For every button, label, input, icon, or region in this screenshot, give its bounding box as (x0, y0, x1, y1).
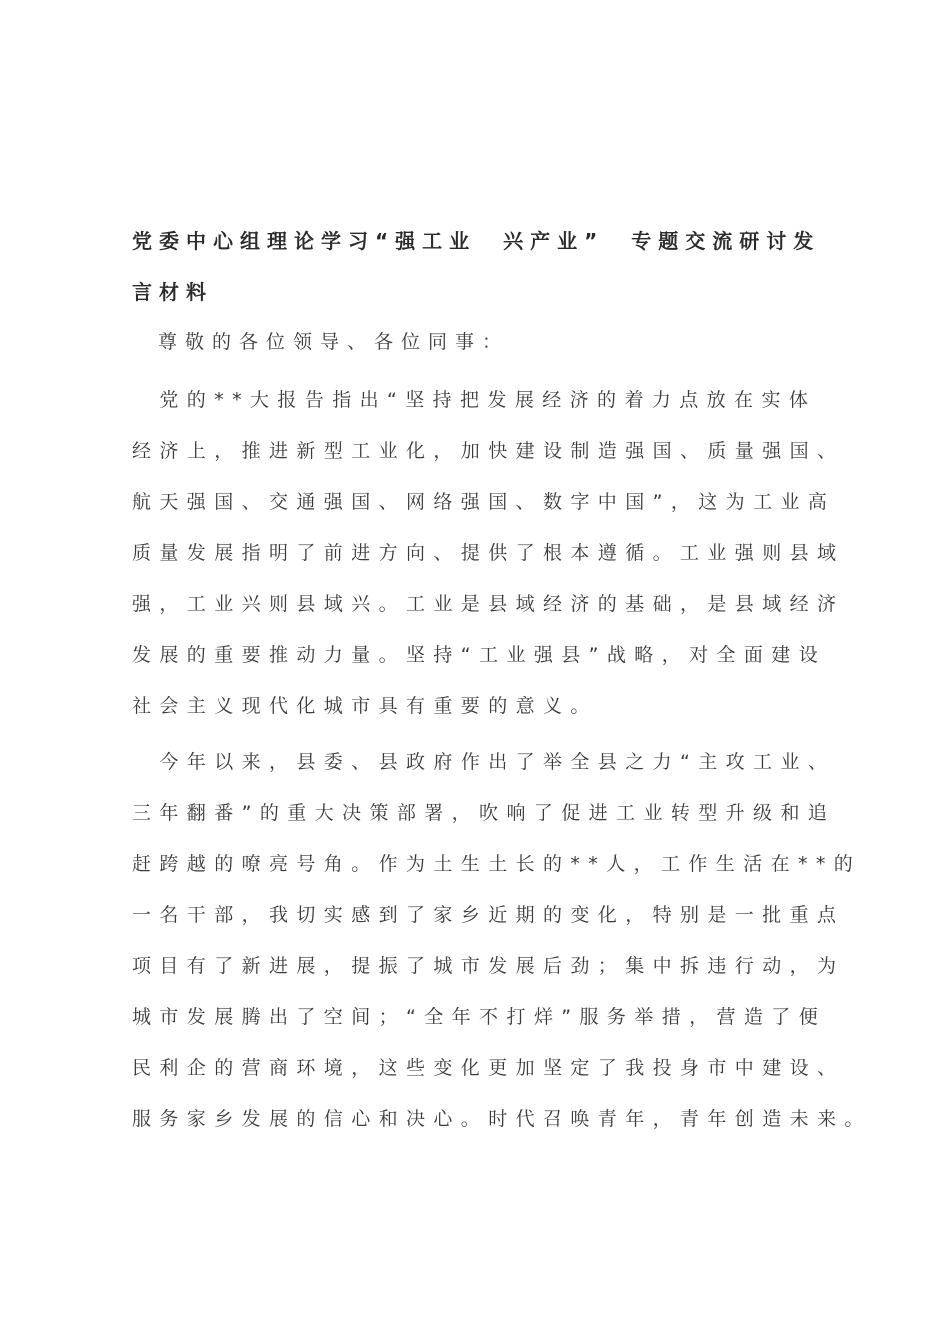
paragraph-line: 强，工业兴则县域兴。工业是县域经济的基础，是县域经济 (132, 593, 845, 615)
paragraph-line: 党的**大报告指出“坚持把发展经济的着力点放在实体 (132, 389, 817, 411)
paragraph-2 (132, 750, 872, 1158)
paragraph-line: 航天强国、交通强国、网络强国、数字中国”，这为工业高 (132, 491, 836, 513)
paragraph-line: 服务家乡发展的信心和决心。时代召唤青年，青年创造未来。 (132, 1108, 872, 1130)
title-line: 党委中心组理论学习“强工业 兴产业” 专题交流研讨发 (132, 229, 821, 253)
paragraph-line: 今年以来，县委、县政府作出了举全县之力“主攻工业、 (132, 751, 836, 773)
paragraph-line: 社会主义现代化城市具有重要的意义。 (132, 695, 598, 717)
paragraph-line: 三年翻番”的重大决策部署，吹响了促进工业转型升级和追 (132, 802, 836, 824)
paragraph-line: 民利企的营商环境，这些变化更加坚定了我投身市中建设、 (132, 1057, 845, 1079)
paragraph-line: 一名干部，我切实感到了家乡近期的变化，特别是一批重点 (132, 904, 845, 926)
paragraph-line: 项目有了新进展，提振了城市发展后劲；集中拆违行动，为 (132, 955, 845, 977)
paragraph-line: 发展的重要推动力量。坚持“工业强县”战略，对全面建设 (132, 644, 827, 666)
paragraph-line: 城市发展腾出了空间；“全年不打烊”服务举措，营造了便 (132, 1006, 827, 1028)
document-title (132, 216, 832, 318)
paragraph-line: 质量发展指明了前进方向、提供了根本遵循。工业强则县域 (132, 542, 845, 564)
paragraph-line: 赶跨越的嘹亮号角。作为土生土长的**人，工作生活在**的 (132, 853, 862, 875)
paragraph-1 (132, 388, 852, 745)
title-line: 言材料 (132, 280, 213, 304)
greeting: 尊敬的各位领导、各位同事： (158, 331, 510, 353)
paragraph-line: 经济上，推进新型工业化，加快建设制造强国、质量强国、 (132, 440, 845, 462)
